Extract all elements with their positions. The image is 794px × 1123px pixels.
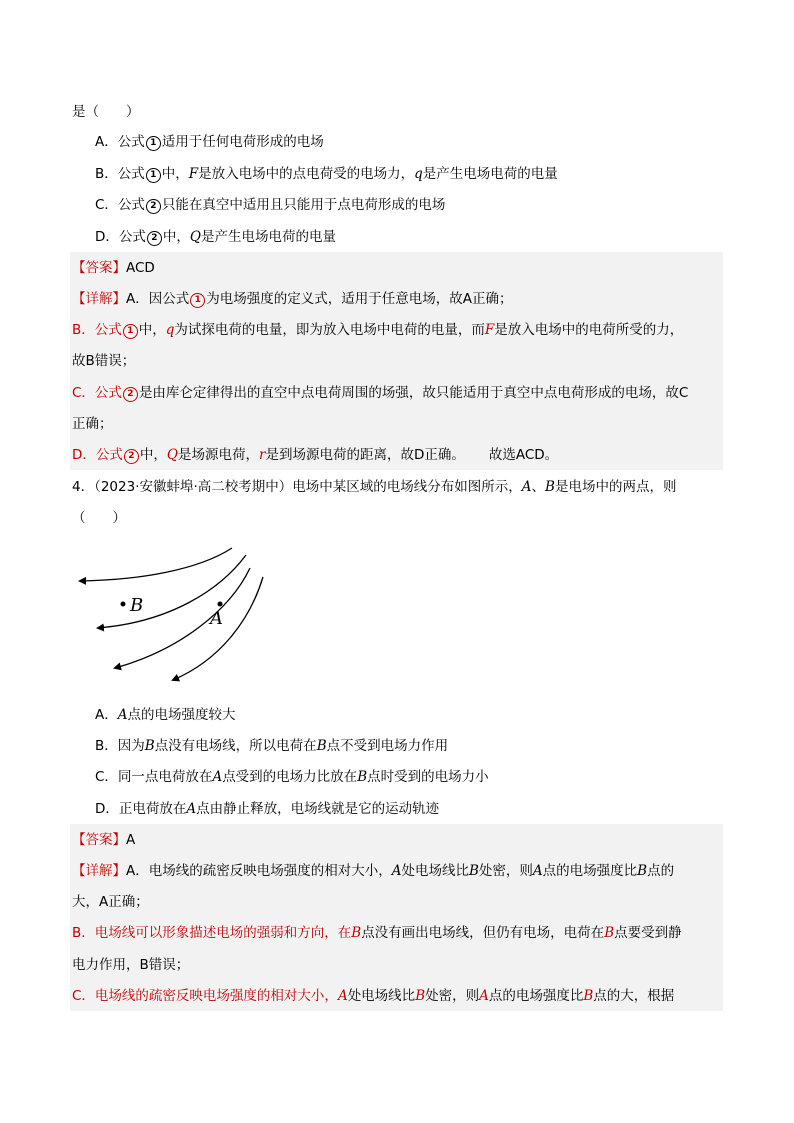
q3-detail-line-2: B．公式 1 中，q为试探电荷的电量，即为放入电场中电荷的电量，而F是放入电场中的电荷所受的力，	[72, 322, 684, 338]
point-b-dot	[121, 602, 126, 607]
q3-answer-box	[70, 252, 723, 470]
q3-option-b: B．公式 1 中，F是放入电场中的点电荷受的电场力，q是产生电场电荷的电量	[95, 166, 558, 182]
circled-number-icon: 1	[146, 136, 161, 151]
point-a-label: A	[210, 608, 223, 629]
point-b-label: B	[130, 595, 144, 616]
field-line-2	[98, 555, 246, 628]
point-a-dot	[218, 602, 223, 607]
circled-number-icon: 2	[147, 231, 162, 246]
q4-detail-line-2: 大，A正确；	[72, 894, 149, 910]
field-line-3	[115, 568, 250, 668]
q3-detail-line-5: 正确；	[72, 416, 113, 432]
field-line-1	[80, 548, 232, 581]
q3-detail-line-6: D．公式 2 中，Q是场源电荷，r是到场源电荷的距离，故D正确。 故选ACD。	[72, 447, 559, 463]
q4-detail-line-1: 【详解】A．电场线的疏密反映电场强度的相对大小，A处电场线比B处密，则A点的电场强度比B点的	[72, 863, 675, 879]
q4-detail-line-4: 电力作用，B错误；	[72, 957, 190, 973]
q3-detail-line-3: 故B错误；	[72, 353, 136, 369]
q3-detail-line-4: C．公式 2 是由库仑定律得出的直空中点电荷周围的场强，故只能适用于真空中点电荷形成的电场，故C	[72, 385, 689, 401]
q4-stem-line-2: （ ）	[72, 510, 126, 526]
q4-detail-line-5: C．电场线的疏密反映电场强度的相对大小，A处电场线比B处密，则A点的电场强度比B点的大，根据	[72, 988, 675, 1004]
circled-number-icon: 2	[146, 199, 161, 214]
q4-stem-line-1: 4．（2023·安徽蚌埠·高二校考期中）电场中某区域的电场线分布如图所示，A、B是电场中的两点，则	[72, 479, 677, 495]
q3-option-d: D．公式 2 中，Q是产生电场电荷的电量	[95, 229, 336, 245]
q4-option-d: D．正电荷放在A点由静止释放，电场线就是它的运动轨迹	[95, 801, 440, 817]
circled-number-icon: 1	[123, 324, 138, 339]
q4-option-a: A．A点的电场强度较大	[95, 707, 236, 723]
circled-number-icon: 2	[124, 449, 139, 464]
q3-option-a: A．公式 1 适用于任何电荷形成的电场	[95, 134, 324, 150]
circled-number-icon: 2	[123, 387, 138, 402]
q4-option-b: B．因为B点没有电场线，所以电荷在B点不受到电场力作用	[95, 738, 449, 754]
q3-stem-tail: 是（ ）	[72, 104, 140, 120]
q4-detail-line-3: B．电场线可以形象描述电场的强弱和方向，在B点没有画出电场线，但仍有电场，电荷在B点要受到静	[72, 925, 682, 941]
circled-number-icon: 1	[190, 293, 205, 308]
electric-field-diagram	[70, 540, 280, 690]
q3-answer: 【答案】ACD	[72, 260, 155, 276]
q4-option-c: C．同一点电荷放在A点受到的电场力比放在B点时受到的电场力小	[95, 769, 489, 785]
q4-answer-box	[70, 824, 723, 1011]
q3-detail-line-1: 【详解】A．因公式 1 为电场强度的定义式，适用于任意电场，故A正确；	[72, 291, 513, 307]
q4-answer: 【答案】A	[72, 832, 136, 848]
q3-option-c: C．公式 2 只能在真空中适用且只能用于点电荷形成的电场	[95, 197, 446, 213]
circled-number-icon: 1	[146, 168, 161, 183]
